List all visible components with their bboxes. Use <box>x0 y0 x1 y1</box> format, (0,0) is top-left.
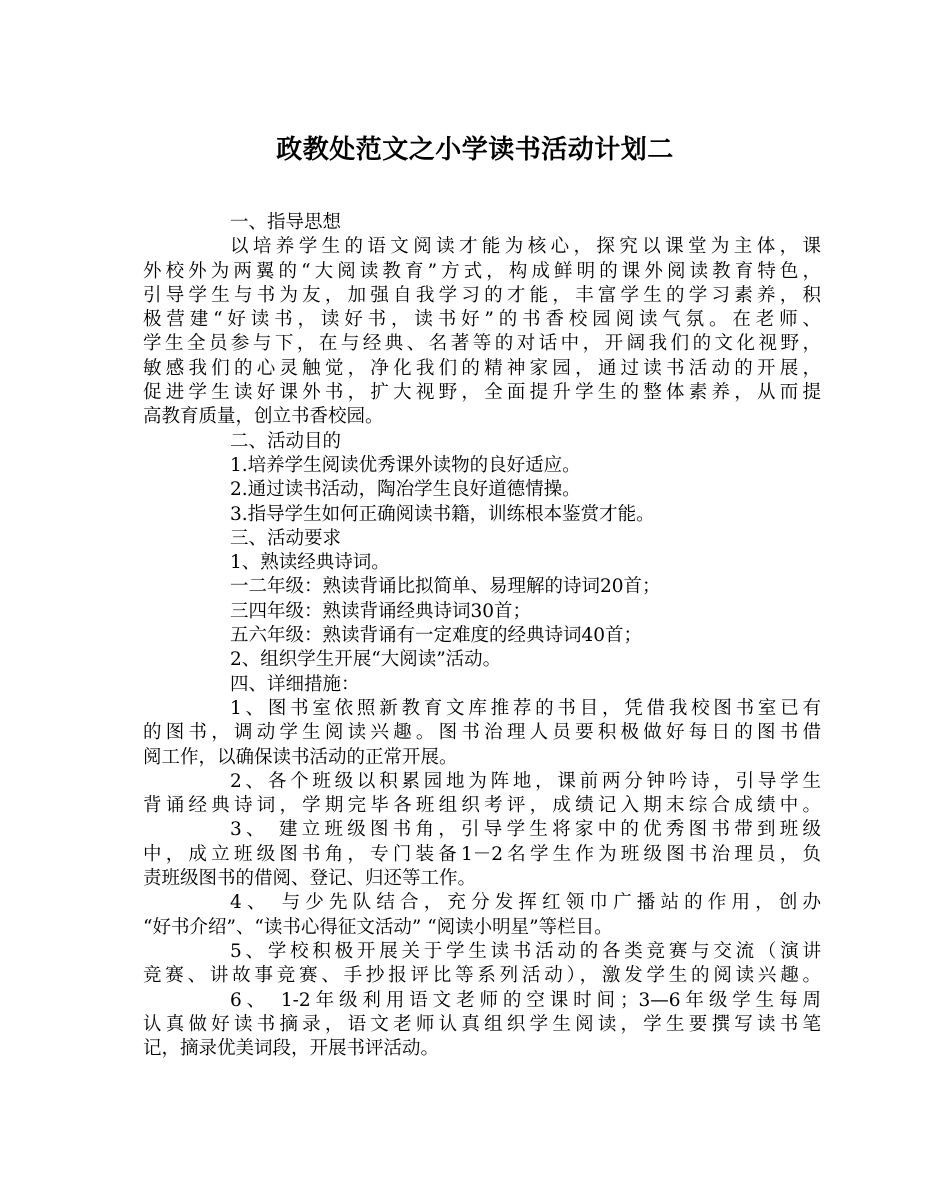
paragraph-line: 极营建“好读书，读好书，读书好”的书香校园阅读气氛。在老师、 <box>143 309 821 331</box>
paragraph-line: 促进学生读好课外书，扩大视野，全面提升学生的整体素养，从而提 <box>143 382 821 404</box>
paragraph-line: 背诵经典诗词，学期完毕各班组织考评，成绩记入期末综合成绩中。 <box>143 795 821 817</box>
paragraph-line: 1、图书室依照新教育文库推荐的书目，凭借我校图书室已有 <box>230 697 821 719</box>
paragraph-line: 敏感我们的心灵触觉，净化我们的精神家园，通过读书活动的开展， <box>143 357 821 379</box>
paragraph-line: “好书介绍”、“读书心得征文活动” “阅读小明星”等栏目。 <box>143 916 613 938</box>
list-item: 1、熟读经典诗词。 <box>230 552 390 574</box>
paragraph-line: 以培养学生的语文阅读才能为核心，探究以课堂为主体，课 <box>230 236 821 258</box>
paragraph-line: 学生全员参与下，在与经典、名著等的对话中，开阔我们的文化视野， <box>143 333 821 355</box>
paragraph-line: 的图书，调动学生阅读兴趣。图书治理人员要积极做好每日的图书借 <box>143 722 821 744</box>
paragraph-line: 中，成立班级图书角，专门装备1－2名学生作为班级图书治理员，负 <box>143 843 821 865</box>
paragraph-line: 记，摘录优美词段，开展书评活动。 <box>143 1038 440 1060</box>
paragraph-line: 责班级图书的借阅、登记、归还等工作。 <box>143 868 477 890</box>
list-item: 1.培养学生阅读优秀课外读物的良好适应。 <box>230 454 581 476</box>
list-item: 一二年级：熟读背诵比拟简单、易理解的诗词20首； <box>230 576 661 598</box>
paragraph-line: 竞赛、讲故事竞赛、手抄报评比等系列活动），激发学生的阅读兴趣。 <box>143 965 821 987</box>
section-heading-detailed-measures: 四、详细措施： <box>230 673 360 695</box>
section-heading-activity-requirements: 三、活动要求 <box>230 527 342 549</box>
list-item: 五六年级：熟读背诵有一定难度的经典诗词40首； <box>230 625 643 647</box>
list-item: 三四年级：熟读背诵经典诗词30首； <box>230 600 532 622</box>
paragraph-line: 认真做好读书摘录，语文老师认真组织学生阅读，学生要撰写读书笔 <box>143 1013 821 1035</box>
paragraph-line: 3、 建立班级图书角，引导学生将家中的优秀图书带到班级 <box>230 819 821 841</box>
paragraph-line: 4、 与少先队结合，充分发挥红领巾广播站的作用，创办 <box>230 892 821 914</box>
paragraph-line: 5、学校积极开展关于学生读书活动的各类竞赛与交流（演讲 <box>230 940 821 962</box>
paragraph-line: 2、各个班级以积累园地为阵地，课前两分钟吟诗，引导学生 <box>230 770 821 792</box>
section-heading-guiding-ideology: 一、指导思想 <box>230 212 342 233</box>
document-title: 政教处范文之小学读书活动计划二 <box>276 135 674 165</box>
document-body <box>143 211 821 1061</box>
list-item: 3.指导学生如何正确阅读书籍，训练根本鉴赏才能。 <box>230 503 655 525</box>
paragraph-line: 引导学生与书为友，加强自我学习的才能，丰富学生的学习素养，积 <box>143 284 821 306</box>
list-item: 2.通过读书活动，陶冶学生良好道德情操。 <box>230 479 581 501</box>
paragraph-line: 6、 1-2年级利用语文老师的空课时间；3—6年级学生每周 <box>230 989 821 1011</box>
paragraph-line: 阅工作，以确保读书活动的正常开展。 <box>143 746 458 768</box>
paragraph-line: 高教育质量，创立书香校园。 <box>143 406 384 428</box>
section-heading-activity-purpose: 二、活动目的 <box>230 430 342 452</box>
paragraph-line: 外校外为两翼的“大阅读教育”方式，构成鲜明的课外阅读教育特色， <box>143 260 821 282</box>
list-item: 2、组织学生开展“大阅读”活动。 <box>230 649 502 671</box>
